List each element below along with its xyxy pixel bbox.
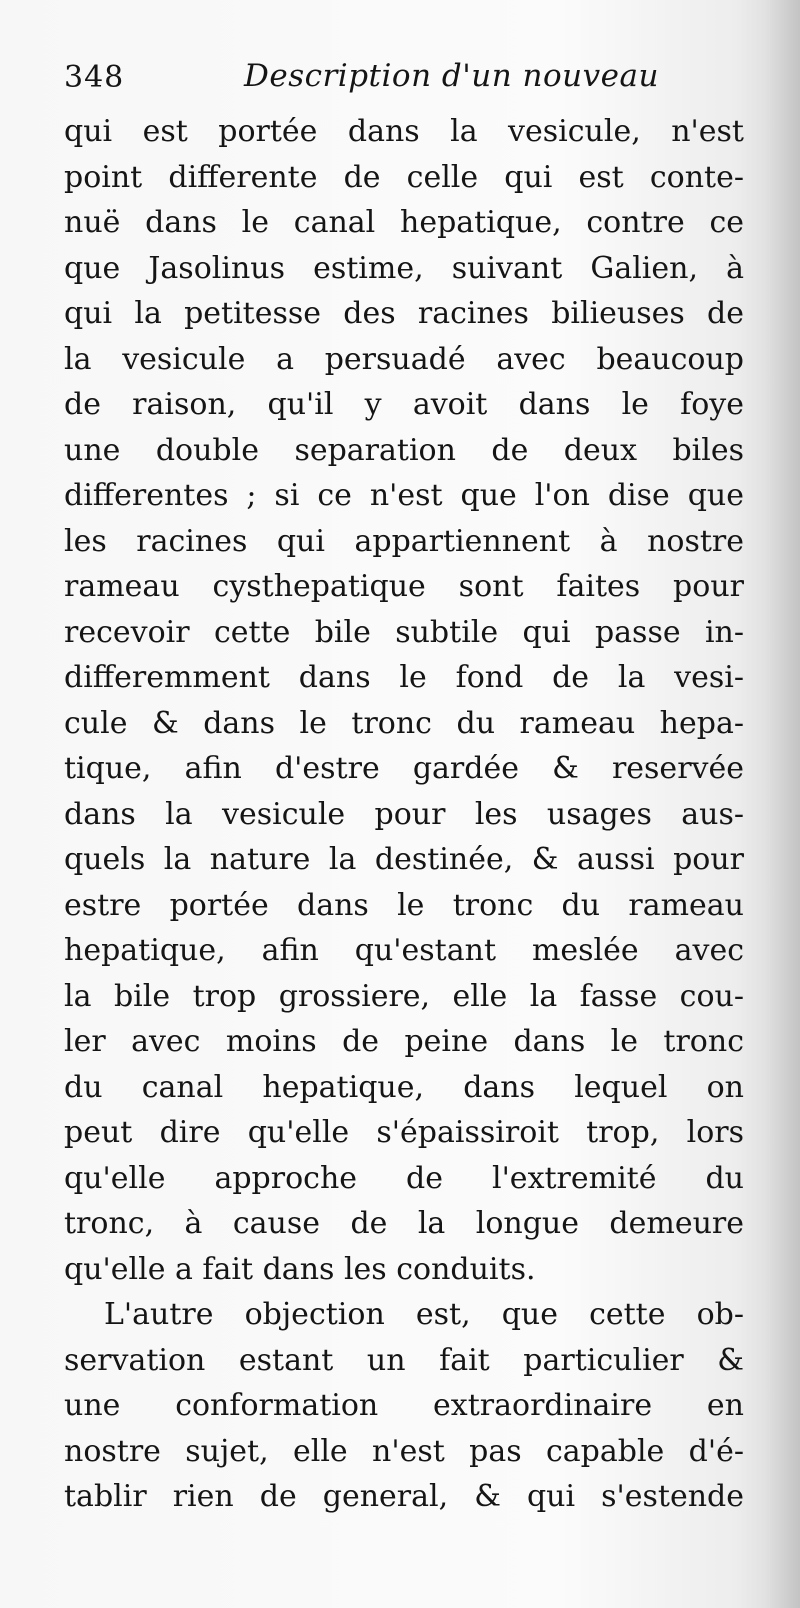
text-line: ler avec moins de peine dans le tronc: [64, 1024, 744, 1059]
text-line: tablir rien de general, & qui s'estende: [64, 1479, 744, 1514]
text-line: differentes ; si ce n'est que l'on dise que: [64, 478, 744, 513]
text-line: quels la nature la destinée, & aussi pour: [64, 842, 744, 877]
text-line: L'autre objection est, que cette ob-: [104, 1297, 744, 1332]
text-line: la bile trop grossiere, elle la fasse cou-: [64, 978, 744, 1014]
text-line: qu'elle a fait dans les conduits.: [64, 1251, 536, 1287]
text-line: nostre sujet, elle n'est pas capable d'é-: [64, 1433, 744, 1469]
text-line: une conformation extraordinaire en: [64, 1388, 744, 1423]
text-line: tronc, à cause de la longue demeure: [64, 1206, 744, 1241]
page-number: 348: [64, 60, 125, 95]
text-line: les racines qui appartiennent à nostre: [64, 523, 744, 559]
text-line: tique, afin d'estre gardée & reservée: [64, 751, 744, 786]
page-header: [64, 54, 754, 110]
text-line: servation estant un fait particulier &: [64, 1342, 744, 1378]
text-line: cule & dans le tronc du rameau hepa-: [64, 705, 744, 741]
text-line: qui la petitesse des racines bilieuses de: [64, 296, 744, 331]
text-line: hepatique, afin qu'estant meslée avec: [64, 933, 744, 968]
running-head: Description d'un nouveau: [244, 58, 659, 94]
text-line: nuë dans le canal hepatique, contre ce: [64, 205, 744, 240]
text-line: estre portée dans le tronc du rameau: [64, 887, 744, 923]
text-line: de raison, qu'il y avoit dans le foye: [64, 387, 744, 422]
text-line: differemment dans le fond de la vesi-: [64, 660, 744, 695]
text-line: la vesicule a persuadé avec beaucoup: [64, 341, 744, 377]
text-line: recevoir cette bile subtile qui passe in-: [64, 614, 744, 650]
text-line: peut dire qu'elle s'épaissiroit trop, lors: [64, 1115, 744, 1150]
text-line: point differente de celle qui est conte-: [64, 159, 744, 195]
text-line: dans la vesicule pour les usages aus-: [64, 796, 744, 832]
text-line: rameau cysthepatique sont faites pour: [64, 569, 744, 604]
text-line: que Jasolinus estime, suivant Galien, à: [64, 250, 744, 286]
body-text: [64, 109, 744, 1520]
text-line: qui est portée dans la vesicule, n'est: [64, 114, 744, 149]
text-line: une double separation de deux biles: [64, 432, 744, 468]
text-line: qu'elle approche de l'extremité du: [64, 1160, 744, 1196]
text-line: du canal hepatique, dans lequel on: [64, 1069, 744, 1105]
